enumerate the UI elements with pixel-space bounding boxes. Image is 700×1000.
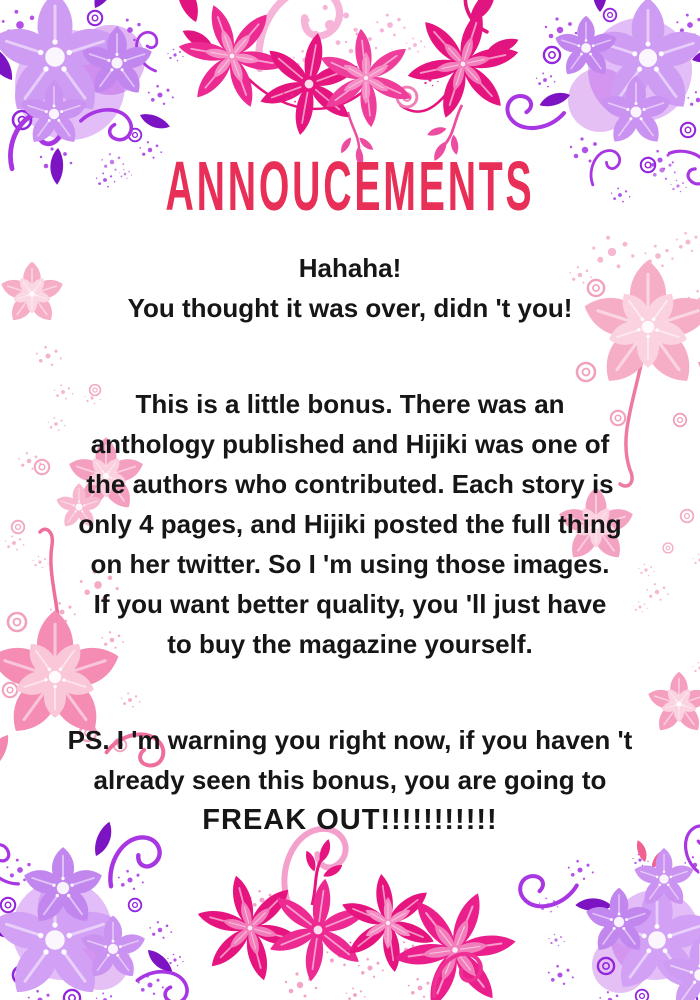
text-line: This is a little bonus. There was an	[135, 389, 565, 419]
intro-text	[0, 248, 700, 328]
text-line: to buy the magazine yourself.	[167, 629, 533, 659]
text-line: on her twitter. So I 'm using those images.	[90, 549, 610, 579]
text-line: FREAK OUT!!!!!!!!!!!	[202, 804, 498, 836]
text-line: the authors who contributed. Each story is	[86, 469, 614, 499]
text-line: already seen this bonus, you are going to	[93, 765, 607, 795]
text-line: anthology published and Hijiki was one of	[90, 429, 610, 459]
text-line: If you want better quality, you 'll just have	[93, 589, 607, 619]
text-line: PS. I 'm warning you right now, if you haven 't	[67, 725, 633, 755]
text-line: only 4 pages, and Hijiki posted the full thing	[78, 509, 622, 539]
text-line: Hahaha!	[298, 253, 402, 283]
page-title: ANNOUCEMENTS	[165, 147, 535, 225]
text-line: You thought it was over, didn 't you!	[127, 293, 573, 323]
ps-warning	[0, 720, 700, 840]
body-paragraph	[0, 384, 700, 664]
